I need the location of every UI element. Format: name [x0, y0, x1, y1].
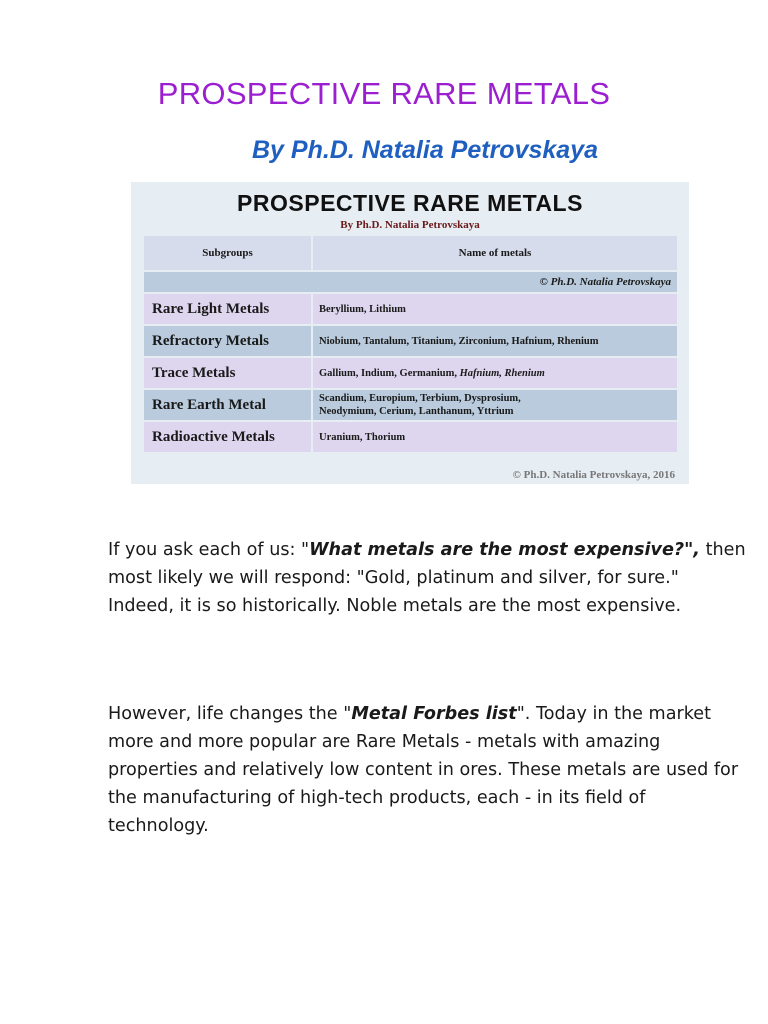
header-names: Name of metals	[312, 235, 678, 271]
subgroup-cell: Rare Earth Metal	[143, 389, 312, 421]
names-second-line: Neodymium, Cerium, Lanthanum, Yttrium	[319, 406, 514, 417]
subgroup-cell: Rare Light Metals	[143, 293, 312, 325]
table-row	[143, 389, 678, 421]
paragraph-2	[108, 700, 748, 840]
p1-text-end: then most likely we will respond: "Gold, platinum and silver, for sure." Indeed, it is so historically. Noble metals are the most expensive.	[108, 540, 746, 616]
names-cell	[312, 389, 678, 421]
names-cell	[312, 325, 678, 357]
page-title: PROSPECTIVE RARE METALS	[157, 76, 611, 111]
metals-table	[142, 234, 679, 454]
p1-bold-question: What metals are the most expensive?",	[309, 540, 700, 560]
table-header-row	[143, 235, 678, 271]
copyright-row	[143, 271, 678, 293]
figure-copyright-footer: © Ph.D. Natalia Petrovskaya, 2016	[512, 469, 675, 481]
subgroup-cell: Trace Metals	[143, 357, 312, 389]
subgroup-cell: Refractory Metals	[143, 325, 312, 357]
copyright-cell: © Ph.D. Natalia Petrovskaya	[143, 271, 678, 293]
author-byline: By Ph.D. Natalia Petrovskaya	[252, 136, 598, 164]
subgroup-cell: Radioactive Metals	[143, 421, 312, 453]
rare-metals-figure	[131, 182, 689, 484]
names-cell	[312, 357, 678, 389]
paragraph-1	[108, 536, 748, 620]
p2-bold-term: Metal Forbes list	[351, 704, 517, 724]
names-cell	[312, 293, 678, 325]
table-row	[143, 421, 678, 453]
names-text: Scandium, Europium, Terbium, Dysprosium,	[319, 393, 521, 404]
p2-text-start: However, life changes the "	[108, 704, 352, 724]
figure-title: PROSPECTIVE RARE METALS	[237, 190, 583, 216]
table-row	[143, 357, 678, 389]
table-row	[143, 293, 678, 325]
names-text: Gallium, Indium, Germanium,	[319, 367, 460, 379]
names-cell	[312, 421, 678, 453]
names-text: Niobium, Tantalum, Titanium, Zirconium, Hafnium, Rhenium	[319, 335, 599, 347]
names-text: Beryllium, Lithium	[319, 303, 406, 315]
names-italic-text: Hafnium, Rhenium	[459, 367, 545, 379]
names-text: Uranium, Thorium	[319, 431, 406, 443]
table-row	[143, 325, 678, 357]
figure-byline: By Ph.D. Natalia Petrovskaya	[340, 219, 480, 231]
p2-text-end: ". Today in the market more and more popular are Rare Metals - metals with amazing properties and relatively low content in ores. These metals are used for the manufacturing of high-tech products, each - in its field of technology.	[108, 704, 739, 836]
header-subgroups: Subgroups	[143, 235, 312, 271]
p1-text-start: If you ask each of us: "	[108, 540, 310, 560]
